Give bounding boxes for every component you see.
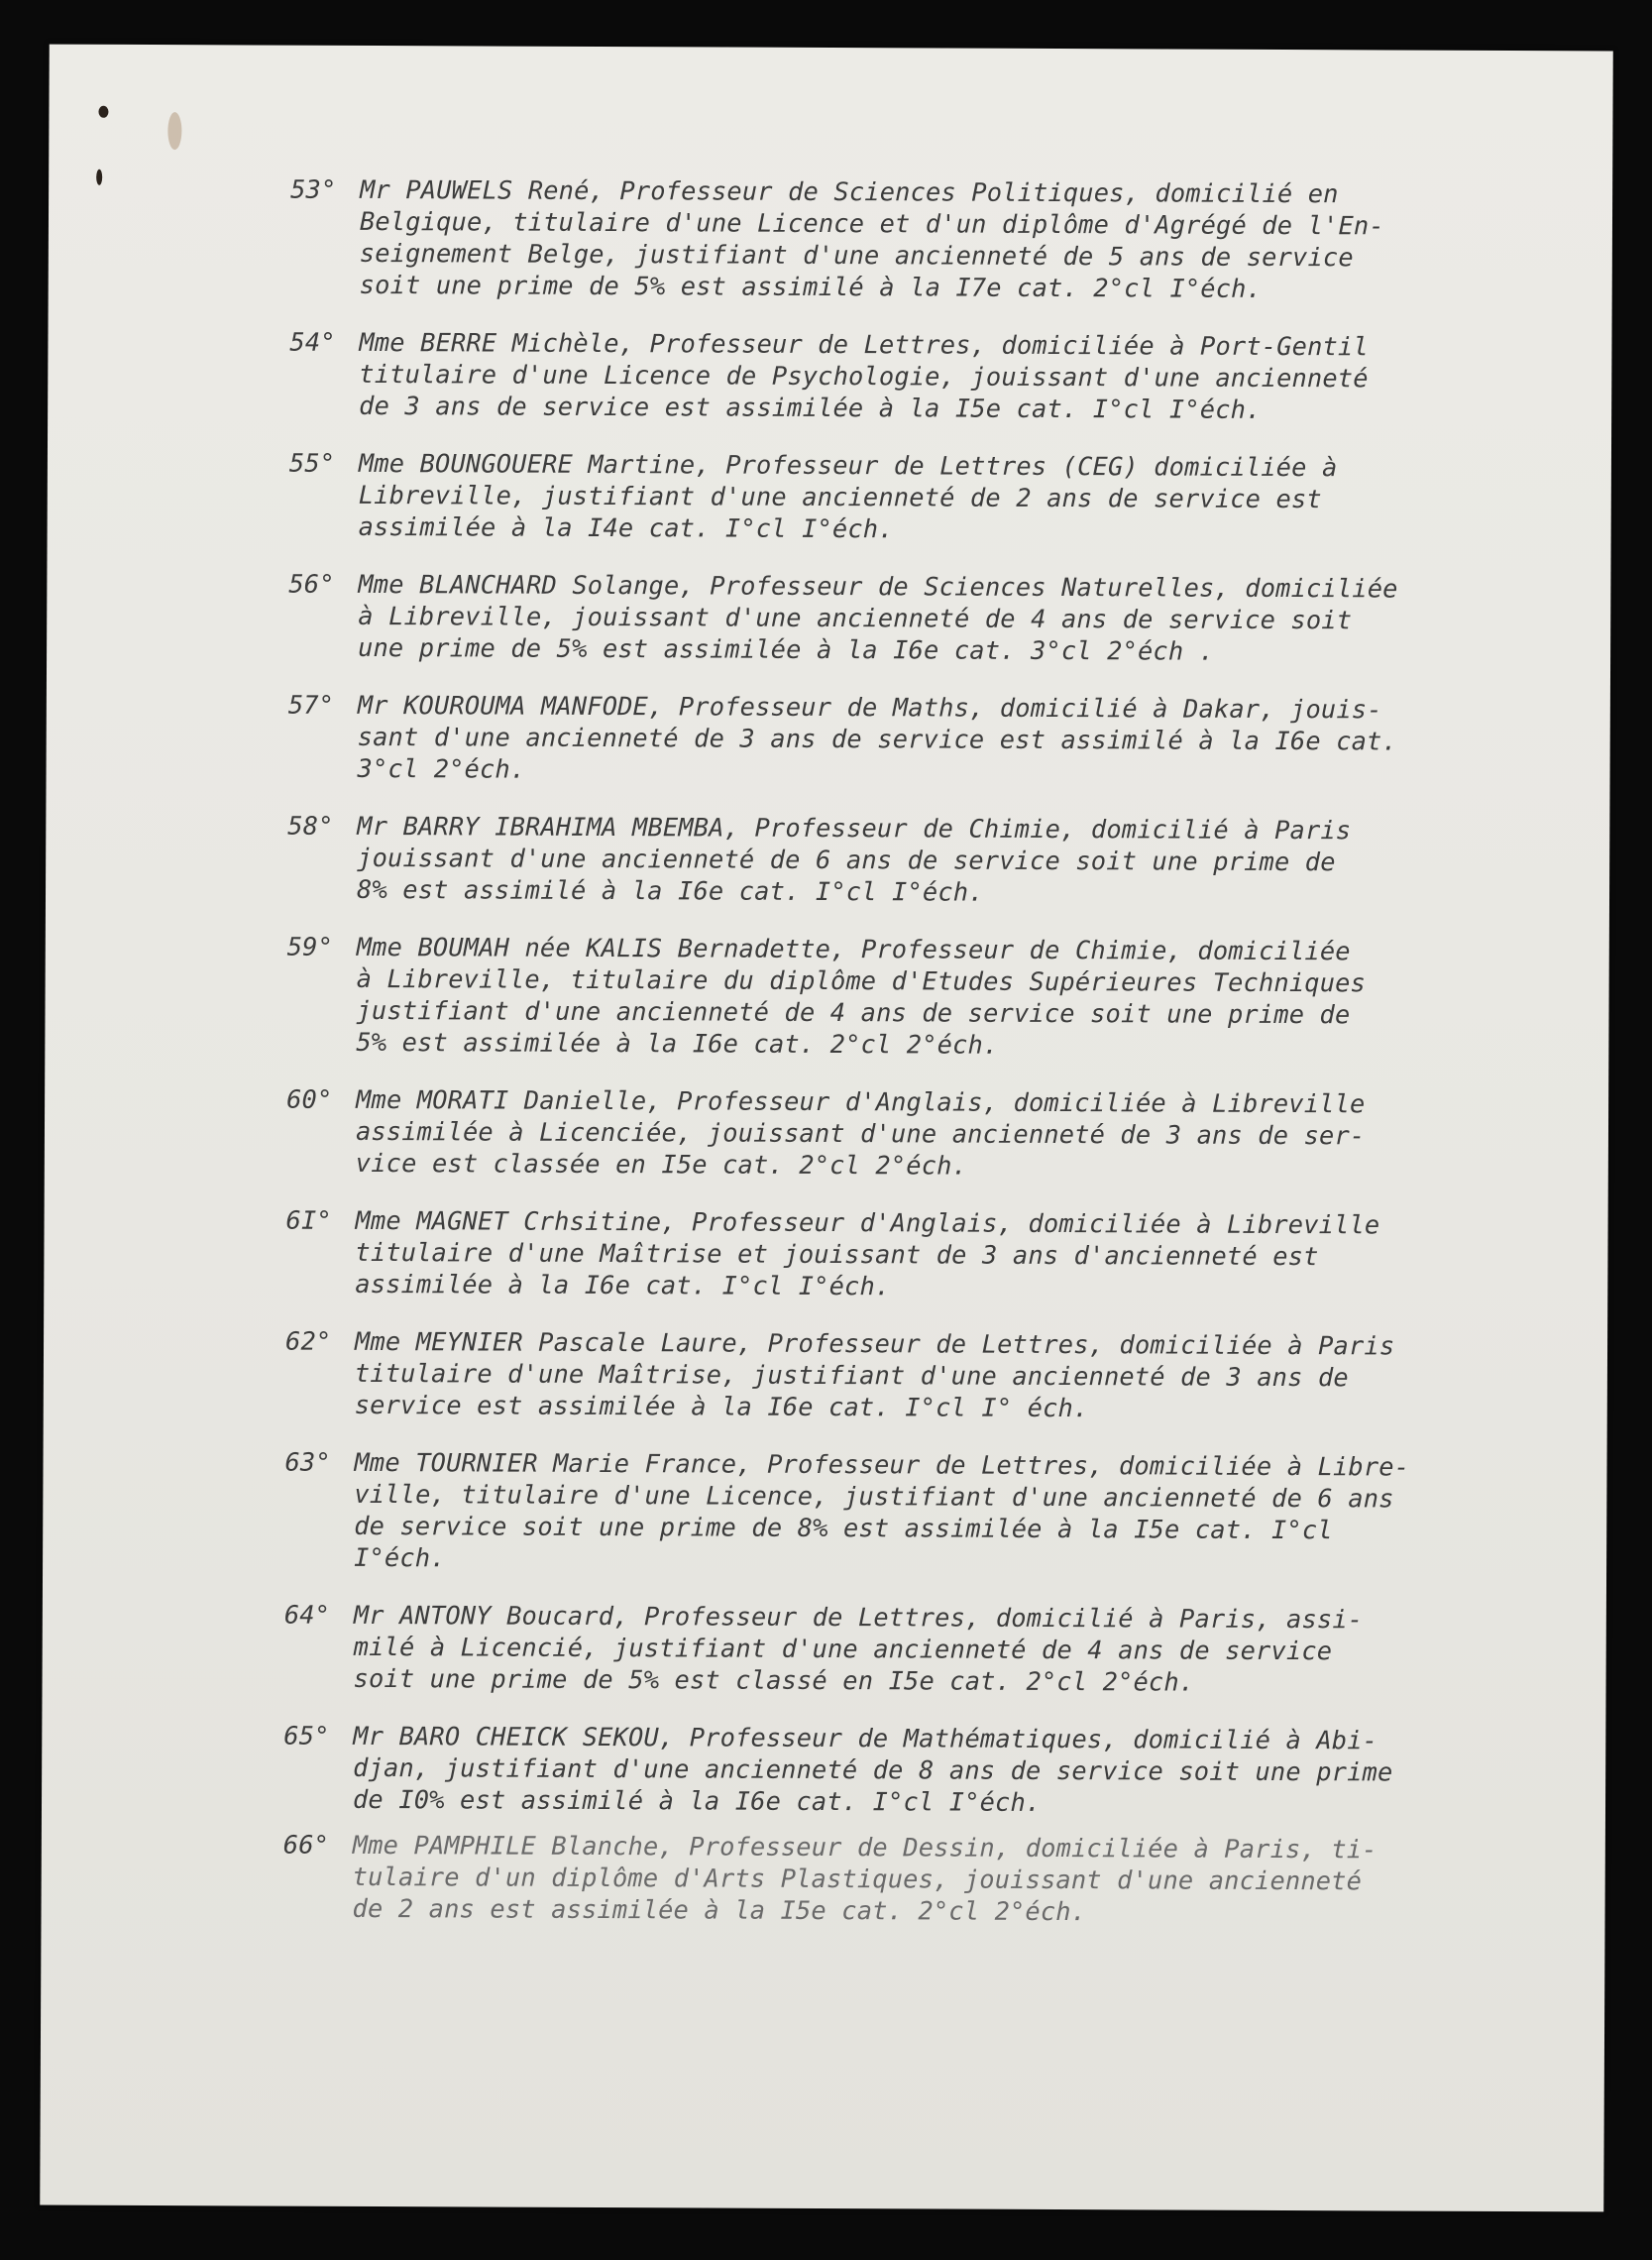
entry-text-line: ville, titulaire d'une Licence, justifiant d'une ancienneté de 6 ans	[354, 1479, 1394, 1514]
entry-text-line: tulaire d'un diplôme d'Arts Plastiques, jouissant d'une ancienneté	[352, 1862, 1363, 1896]
entry-number: 59°	[286, 932, 334, 961]
list-item	[284, 1447, 1564, 1580]
entry-text-line: Mr BARRY IBRAHIMA MBEMBA, Professeur de Chimie, domicilié à Paris	[357, 811, 1352, 846]
entry-text-line: de I0% est assimilé à la I6e cat. I°cl I°éch.	[352, 1784, 1042, 1817]
list-item	[289, 327, 1568, 428]
list-item	[287, 811, 1566, 912]
entry-text-line: soit une prime de 5% est assimilé à la I7e cat. 2°cl I°éch.	[359, 270, 1263, 303]
list-item	[286, 1084, 1565, 1186]
entry-number: 57°	[287, 690, 335, 720]
entry-text-line: assimilée à la I6e cat. I°cl I°éch.	[355, 1269, 891, 1301]
entry-text-line: assimilée à Licenciée, jouissant d'une ancienneté de 3 ans de ser-	[355, 1116, 1366, 1151]
entry-text-line: à Libreville, titulaire du diplôme d'Etudes Supérieures Techniques	[356, 963, 1367, 998]
list-item	[288, 690, 1567, 791]
list-item	[286, 932, 1566, 1065]
entry-text-line: Mme MORATI Danielle, Professeur d'Anglais, domiciliée à Libreville	[356, 1084, 1366, 1119]
entry-text-line: une prime de 5% est assimilée à la I6e cat. 3°cl 2°éch .	[358, 632, 1215, 666]
entry-text-line: seignement Belge, justifiant d'une ancienneté de 5 ans de service	[359, 238, 1354, 273]
entry-list	[282, 149, 1569, 1931]
list-item	[283, 1721, 1562, 1822]
list-item	[284, 1600, 1563, 1701]
entry-number: 6I°	[285, 1205, 332, 1235]
entry-number: 63°	[284, 1447, 331, 1477]
list-item	[285, 1205, 1564, 1306]
entry-text-line: Mr PAUWELS René, Professeur de Sciences Politiques, domicilié en	[360, 174, 1339, 209]
entry-text-line: 5% est assimilée à la I6e cat. 2°cl 2°éch.	[356, 1027, 999, 1060]
entry-text-line: Mr ANTONY Boucard, Professeur de Lettres, domicilié à Paris, assi-	[353, 1600, 1364, 1635]
paper-stain	[167, 112, 181, 150]
document-page	[40, 45, 1612, 2212]
entry-text-line: vice est classée en I5e cat. 2°cl 2°éch.	[355, 1148, 968, 1181]
entry-text-line: titulaire d'une Maîtrise, justifiant d'une ancienneté de 3 ans de	[354, 1358, 1349, 1393]
entry-text-line: 3°cl 2°éch.	[357, 753, 526, 784]
entry-text-line: service est assimilée à la I6e cat. I°cl I° éch.	[354, 1390, 1089, 1423]
entry-text-line: Mme MEYNIER Pascale Laure, Professeur de Lettres, domiciliée à Paris	[354, 1326, 1395, 1361]
list-item	[289, 448, 1568, 549]
entry-number: 54°	[289, 327, 336, 357]
entry-text-line: titulaire d'une Licence de Psychologie, jouissant d'une ancienneté	[359, 359, 1369, 394]
list-item	[288, 569, 1567, 670]
entry-text-line: Mr KOUROUMA MANFODE, Professeur de Maths, domicilié à Dakar, jouis-	[357, 690, 1382, 725]
punch-hole-mark	[96, 170, 102, 185]
entry-text-line: Mme BERRE Michèle, Professeur de Lettres, domiciliée à Port-Gentil	[359, 327, 1369, 362]
entry-text-line: 8% est assimilé à la I6e cat. I°cl I°éch.	[356, 874, 984, 907]
entry-text-line: Belgique, titulaire d'une Licence et d'un diplôme d'Agrégé de l'En-	[359, 206, 1384, 241]
entry-text-line: de 2 ans est assimilée à la I5e cat. 2°cl 2°éch.	[352, 1893, 1087, 1927]
punch-hole-mark	[98, 106, 108, 118]
entry-text-line: sant d'une ancienneté de 3 ans de service est assimilé à la I6e cat.	[357, 722, 1398, 756]
entry-text-line: titulaire d'une Maîtrise et jouissant de 3 ans d'ancienneté est	[355, 1237, 1319, 1272]
entry-text-line: Mme BOUMAH née KALIS Bernadette, Professeur de Chimie, domiciliée	[356, 932, 1351, 966]
entry-number: 56°	[288, 569, 335, 599]
entry-text-line: milé à Licencié, justifiant d'une ancienneté de 4 ans de service	[353, 1632, 1333, 1666]
entry-text-line: à Libreville, jouissant d'une ancienneté de 4 ans de service soit	[358, 601, 1353, 635]
entry-text-line: Mme TOURNIER Marie France, Professeur de Lettres, domiciliée à Libre-	[354, 1447, 1410, 1482]
entry-number: 65°	[283, 1721, 330, 1751]
list-item	[285, 1326, 1564, 1427]
entry-text-line: Mr BARO CHEICK SEKOU, Professeur de Mathématiques, domicilié à Abi-	[353, 1721, 1378, 1755]
entry-text-line: I°éch.	[354, 1542, 446, 1573]
entry-text-line: jouissant d'une ancienneté de 6 ans de service soit une prime de	[357, 843, 1336, 877]
list-item	[290, 174, 1570, 307]
entry-text-line: Mme MAGNET Crhsitine, Professeur d'Anglais, domiciliée à Libreville	[355, 1205, 1380, 1240]
entry-number: 66°	[282, 1830, 330, 1860]
entry-text-line: assimilée à la I4e cat. I°cl I°éch.	[358, 511, 894, 544]
entry-number: 60°	[286, 1084, 333, 1114]
entry-text-line: Libreville, justifiant d'une ancienneté de 2 ans de service est	[358, 480, 1322, 514]
entry-number: 53°	[290, 174, 337, 204]
entry-text-line: Mme BOUNGOUERE Martine, Professeur de Lettres (CEG) domiciliée à	[358, 448, 1338, 483]
list-item	[282, 1830, 1561, 1931]
entry-number: 58°	[287, 811, 334, 841]
entry-text-line: de 3 ans de service est assimilée à la I5e cat. I°cl I°éch.	[359, 391, 1262, 424]
entry-number: 62°	[284, 1326, 332, 1356]
entry-text-line: justifiant d'une ancienneté de 4 ans de service soit une prime de	[356, 995, 1351, 1030]
entry-text-line: Mme BLANCHARD Solange, Professeur de Sciences Naturelles, domiciliée	[358, 569, 1398, 604]
entry-text-line: djan, justifiant d'une ancienneté de 8 ans de service soit une prime	[353, 1752, 1393, 1787]
entry-text-line: soit une prime de 5% est classé en I5e cat. 2°cl 2°éch.	[353, 1663, 1195, 1697]
entry-number: 55°	[288, 448, 336, 478]
entry-text-line: de service soit une prime de 8% est assimilée à la I5e cat. I°cl	[354, 1511, 1333, 1545]
entry-text-line: Mme PAMPHILE Blanche, Professeur de Dessin, domiciliée à Paris, ti-	[352, 1830, 1377, 1864]
entry-number: 64°	[283, 1600, 331, 1630]
